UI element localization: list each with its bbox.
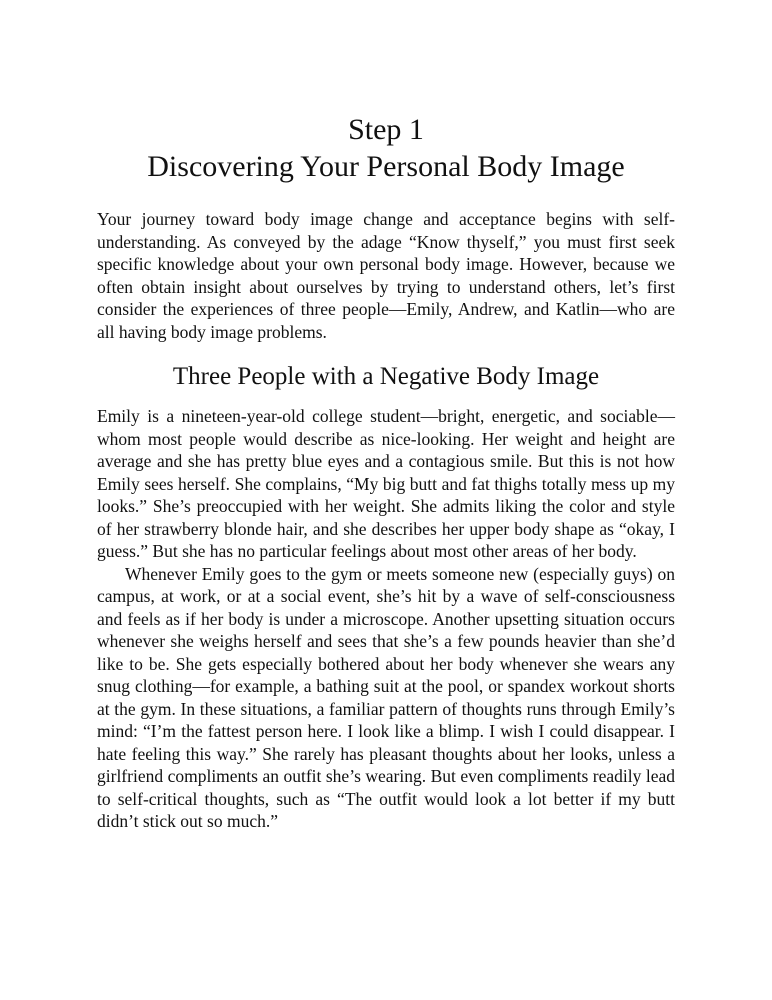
body-paragraph-2: Whenever Emily goes to the gym or meets someone new (especially guys) on campus, at work, or at a social event, she’s hit by a wave of self-consciousness and feels as if her body is under a microscope. Another upsetting situation occurs whenever she weighs herself and sees that she’s a few pounds heavier than she’d like to be. She gets especially bothered about her body whenever she wears any snug clothing—for example, a bathing suit at the pool, or spandex workout shorts at the gym. In these situations, a familiar pattern of thoughts runs through Emily’s mind: “I’m the fattest person here. I look like a blimp. I wish I could disappear. I hate feeling this way.” She rarely has pleasant thoughts about her looks, unless a girlfriend compliments an outfit she’s wearing. But even compliments readily lead to self-critical thoughts, such as “The outfit would look a lot better if my butt didn’t stick out so much.” [97,563,675,831]
intro-paragraph: Your journey toward body image change and acceptance begins with self-understanding. As conveyed by the adage “Know thyself,” you must first seek specific knowledge about your own personal body image. However, because we often obtain insight about ourselves by trying to understand others, let’s first consider the experiences of three people—Emily, Andrew, and Katlin—who are all having body image problems. [97,209,675,342]
section-heading: Three People with a Negative Body Image [172,363,600,390]
body-paragraph-1: Emily is a nineteen-year-old college student—bright, energetic, and sociable—whom most people would describe as nice-looking. Her weight and height are average and she has pretty blue eyes and a contagious smile. But this is not how Emily sees herself. She complains, “My big butt and fat thighs totally mess up my looks.” She’s preoccupied with her weight. She admits liking the color and style of her strawberry blonde hair, and she describes her upper body shape as “okay, I guess.” But she has no particular feelings about most other areas of her body. [97,406,675,561]
chapter-title: Discovering Your Personal Body Image [147,150,625,183]
chapter-step-label: Step 1 [348,113,424,146]
book-page [97,112,675,833]
